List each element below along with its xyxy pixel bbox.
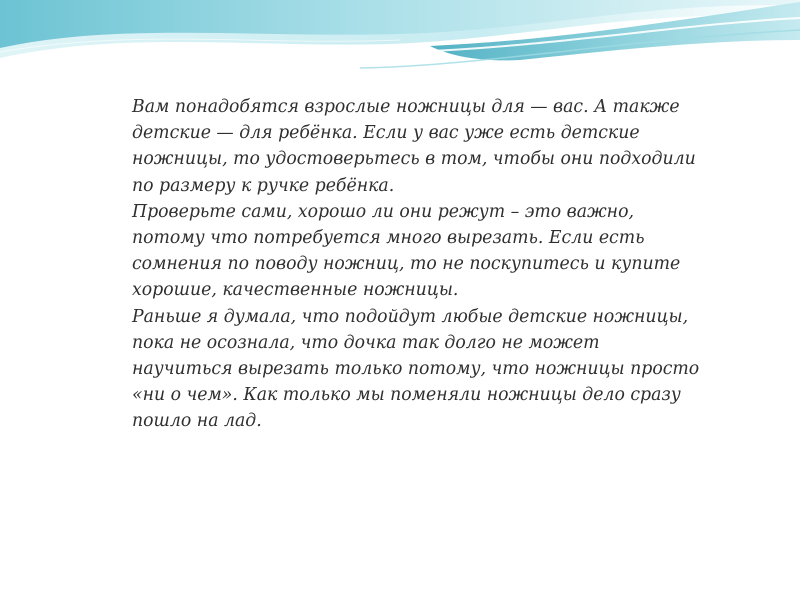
- paragraph-3: Раньше я думала, что подойдут любые детские ножницы, пока не осознала, что дочка так долго не может научиться вырезать только потому, что ножницы просто «ни о чем». Как только мы поменяли ножницы дело сразу пошло на лад.: [132, 306, 700, 432]
- paragraph-1: Вам понадобятся взрослые ножницы для — вас. А также детские — для ребёнка. Если у вас уже есть детские ножницы, то удостоверьтесь в том, чтобы они подходили по размеру к ручке ребёнка.: [132, 97, 696, 196]
- wave-header-decoration: [0, 0, 800, 90]
- paragraph-2: Проверьте сами, хорошо ли они режут – это важно, потому что потребуется много вырезать. Если есть сомнения по поводу ножниц, то не поскупитесь и купите хорошие, качественные ножницы.: [132, 201, 681, 301]
- body-text: [132, 94, 712, 435]
